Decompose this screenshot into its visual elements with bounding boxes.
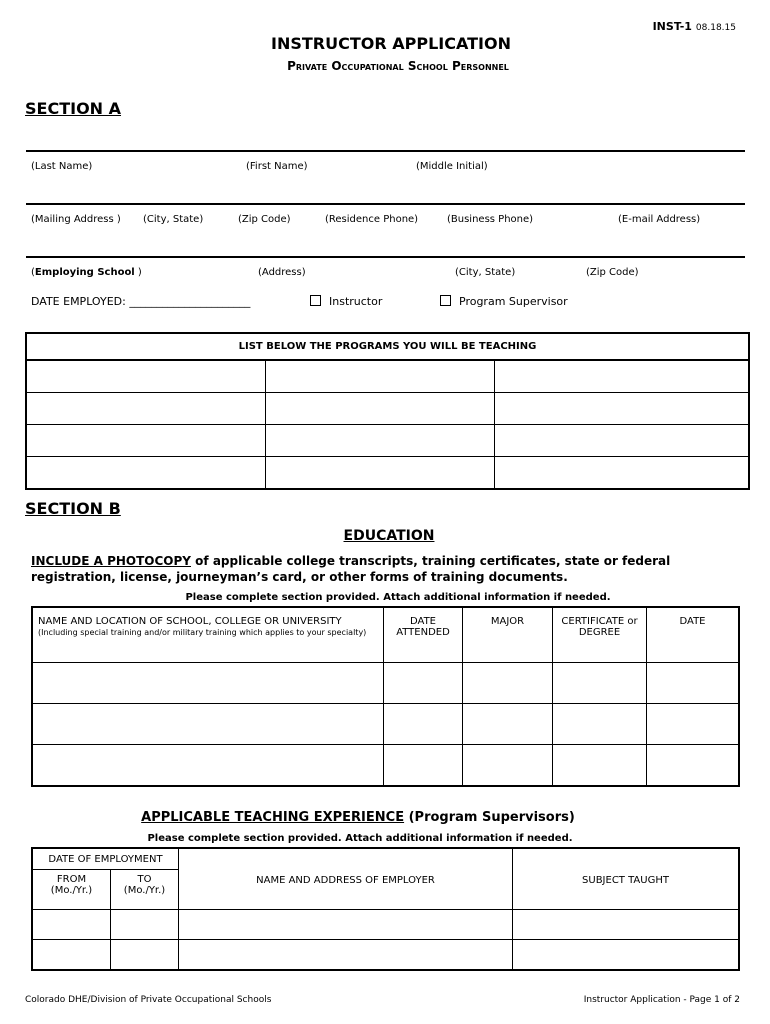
footer-right: Instructor Application - Page 1 of 2 bbox=[583, 995, 740, 1005]
instructor-label: Instructor bbox=[329, 295, 383, 308]
last-name-label: (Last Name) bbox=[31, 161, 93, 172]
table-cell[interactable] bbox=[495, 393, 750, 425]
table-cell[interactable] bbox=[553, 663, 647, 704]
table-row bbox=[26, 457, 749, 490]
section-b-heading: SECTION B bbox=[25, 499, 121, 518]
address-line[interactable] bbox=[26, 203, 745, 205]
subject-column-header: SUBJECT TAUGHT bbox=[513, 848, 740, 910]
supervisor-checkbox-group[interactable] bbox=[440, 295, 568, 308]
education-instructions: Please complete section provided. Attach additional information if needed. bbox=[185, 592, 611, 603]
table-row bbox=[26, 393, 749, 425]
table-row bbox=[32, 663, 739, 704]
from-column-header: FROM (Mo./Yr.) bbox=[32, 870, 111, 910]
table-cell[interactable] bbox=[32, 910, 111, 940]
table-cell[interactable] bbox=[111, 910, 179, 940]
education-table bbox=[31, 606, 740, 787]
table-cell[interactable] bbox=[26, 393, 266, 425]
employing-school-label: (Employing School ) bbox=[31, 267, 142, 278]
table-cell[interactable] bbox=[26, 360, 266, 393]
employer-zip-label: (Zip Code) bbox=[586, 267, 639, 278]
table-cell[interactable] bbox=[513, 940, 740, 971]
date-employed-field[interactable]: DATE EMPLOYED: ______________________ bbox=[31, 295, 251, 308]
table-cell[interactable] bbox=[384, 663, 463, 704]
business-phone-label: (Business Phone) bbox=[447, 214, 534, 225]
table-cell[interactable] bbox=[111, 940, 179, 971]
table-cell[interactable] bbox=[553, 745, 647, 787]
table-cell[interactable] bbox=[495, 457, 750, 490]
page-subtitle: Private Occupational School Personnel bbox=[287, 59, 509, 73]
table-cell[interactable] bbox=[495, 360, 750, 393]
date-of-employment-header: DATE OF EMPLOYMENT bbox=[32, 848, 179, 870]
employer-address-label: (Address) bbox=[258, 267, 306, 278]
table-cell[interactable] bbox=[553, 704, 647, 745]
certificate-column-header: CERTIFICATE or DEGREE bbox=[553, 607, 647, 663]
table-cell[interactable] bbox=[32, 663, 384, 704]
table-row bbox=[26, 360, 749, 393]
instructor-checkbox-group[interactable] bbox=[310, 295, 382, 308]
table-cell[interactable] bbox=[463, 663, 553, 704]
table-cell[interactable] bbox=[384, 745, 463, 787]
first-name-label: (First Name) bbox=[246, 161, 308, 172]
school-column-header: NAME AND LOCATION OF SCHOOL, COLLEGE OR UNIVERSITY (Including special training and/or military training which applies to your specialty) bbox=[32, 607, 384, 663]
experience-heading: APPLICABLE TEACHING EXPERIENCE (Program Supervisors) bbox=[141, 810, 575, 825]
table-row bbox=[32, 745, 739, 787]
page-title: INSTRUCTOR APPLICATION bbox=[271, 34, 511, 53]
supervisor-label: Program Supervisor bbox=[459, 295, 568, 308]
mailing-address-label: (Mailing Address ) bbox=[31, 214, 121, 225]
employer-line[interactable] bbox=[26, 256, 745, 258]
table-cell[interactable] bbox=[179, 940, 513, 971]
education-heading: EDUCATION bbox=[343, 528, 435, 544]
zip-code-label: (Zip Code) bbox=[238, 214, 291, 225]
programs-header: LIST BELOW THE PROGRAMS YOU WILL BE TEACHING bbox=[26, 333, 749, 360]
table-cell[interactable] bbox=[463, 704, 553, 745]
name-line[interactable] bbox=[26, 150, 745, 152]
table-cell[interactable] bbox=[32, 940, 111, 971]
major-column-header: MAJOR bbox=[463, 607, 553, 663]
table-cell[interactable] bbox=[647, 745, 740, 787]
table-row bbox=[32, 940, 739, 971]
table-cell[interactable] bbox=[495, 425, 750, 457]
table-cell[interactable] bbox=[266, 360, 495, 393]
middle-initial-label: (Middle Initial) bbox=[416, 161, 488, 172]
table-row bbox=[32, 910, 739, 940]
table-cell[interactable] bbox=[647, 663, 740, 704]
experience-instructions: Please complete section provided. Attach additional information if needed. bbox=[147, 833, 573, 844]
table-cell[interactable] bbox=[26, 457, 266, 490]
table-cell[interactable] bbox=[266, 393, 495, 425]
instructor-checkbox[interactable] bbox=[310, 295, 321, 306]
table-cell[interactable] bbox=[266, 425, 495, 457]
table-cell[interactable] bbox=[463, 745, 553, 787]
table-row bbox=[32, 704, 739, 745]
date-attended-column-header: DATE ATTENDED bbox=[384, 607, 463, 663]
table-cell[interactable] bbox=[384, 704, 463, 745]
employer-column-header: NAME AND ADDRESS OF EMPLOYER bbox=[179, 848, 513, 910]
experience-table bbox=[31, 847, 740, 971]
form-code bbox=[653, 20, 736, 33]
table-cell[interactable] bbox=[26, 425, 266, 457]
table-cell[interactable] bbox=[647, 704, 740, 745]
to-column-header: TO (Mo./Yr.) bbox=[111, 870, 179, 910]
residence-phone-label: (Residence Phone) bbox=[325, 214, 419, 225]
table-row bbox=[26, 425, 749, 457]
supervisor-checkbox[interactable] bbox=[440, 295, 451, 306]
footer-left: Colorado DHE/Division of Private Occupational Schools bbox=[25, 995, 272, 1005]
table-cell[interactable] bbox=[266, 457, 495, 490]
table-cell[interactable] bbox=[513, 910, 740, 940]
email-label: (E-mail Address) bbox=[618, 214, 701, 225]
city-state-label: (City, State) bbox=[143, 214, 204, 225]
employer-city-state-label: (City, State) bbox=[455, 267, 516, 278]
date-column-header: DATE bbox=[647, 607, 740, 663]
form-date: 08.18.15 bbox=[695, 23, 736, 33]
table-cell[interactable] bbox=[32, 745, 384, 787]
table-cell[interactable] bbox=[32, 704, 384, 745]
programs-table bbox=[25, 332, 750, 490]
form-code-number: INST-1 bbox=[652, 20, 692, 33]
table-cell[interactable] bbox=[179, 910, 513, 940]
include-photocopy-text: INCLUDE A PHOTOCOPY of applicable college transcripts, training certificates, state or federal registration, license, journeyman’s card, or other forms of training documents. bbox=[31, 554, 671, 584]
section-a-heading: SECTION A bbox=[25, 99, 122, 118]
